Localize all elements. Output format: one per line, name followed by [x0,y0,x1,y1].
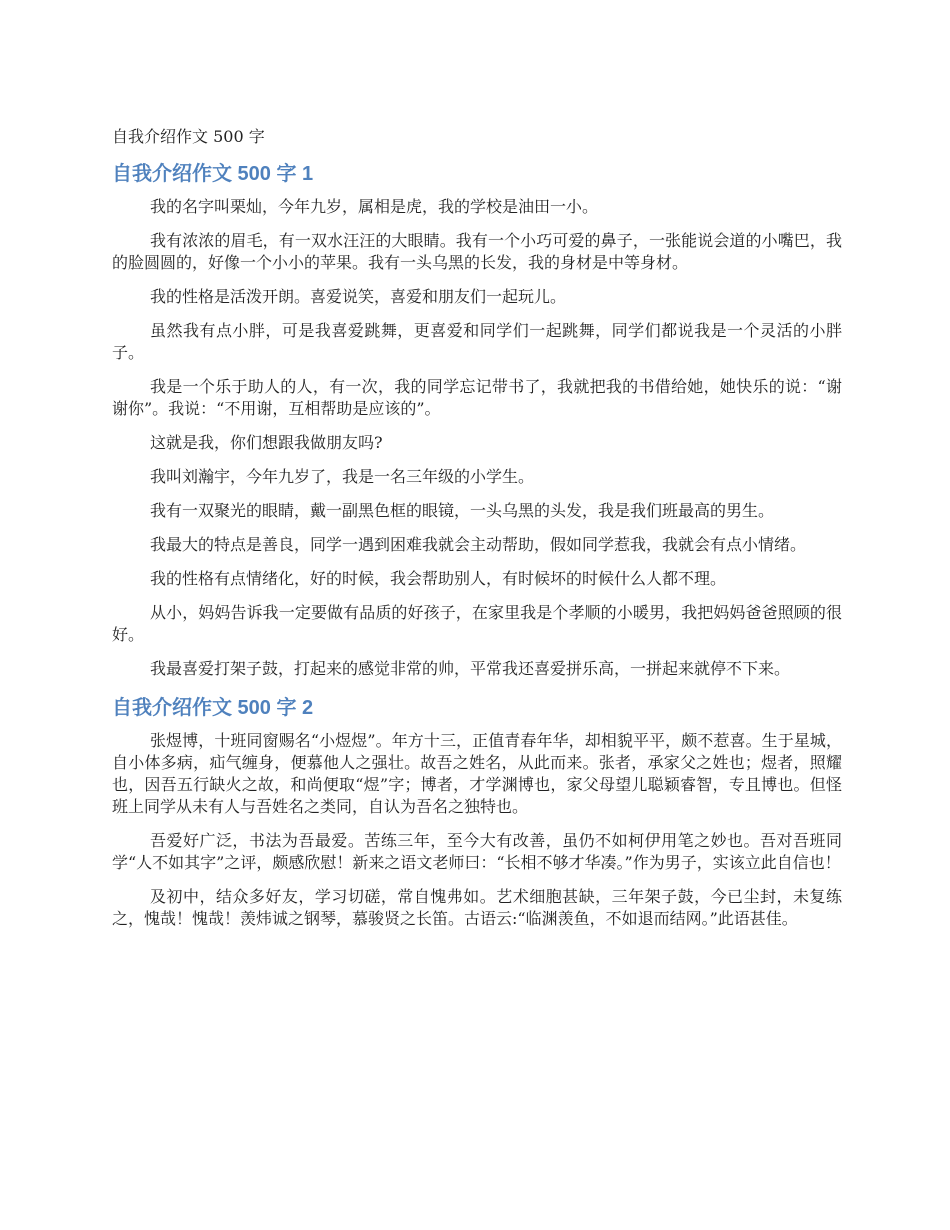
document-body [112,124,842,942]
paragraph: 吾爱好广泛，书法为吾最爱。苦练三年，至今大有改善，虽仍不如柯伊用笔之妙也。吾对吾班同学“人不如其字”之评，颇感欣慰！新来之语文老师曰：“长相不够才华凑。”作为男子，实该立此自信也！ [112,831,842,872]
paragraph: 我有浓浓的眉毛，有一双水汪汪的大眼睛。我有一个小巧可爱的鼻子，一张能说会道的小嘴巴，我的脸圆圆的，好像一个小小的苹果。我有一头乌黑的长发，我的身材是中等身材。 [112,231,842,272]
paragraph: 从小，妈妈告诉我一定要做有品质的好孩子，在家里我是个孝顺的小暖男，我把妈妈爸爸照顾的很好。 [112,603,842,644]
section-heading: 自我介绍作文 500 字 1 [112,163,314,185]
paragraph: 张煜博，十班同窗赐名“小煜煜”。年方十三，正值青春年华，却相貌平平，颇不惹喜。生于星城，自小体多病，疝气缠身，便慕他人之强壮。故吾之姓名，从此而来。张者，承家父之姓也；煜者，照耀也，因吾五行缺火之故，和尚便取“煜”字；博者，才学渊博也，家父母望儿聪颖睿智，专且博也。但怪班上同学从未有人与吾姓名之类同，自认为吾名之独特也。 [112,731,842,816]
paragraph: 我的性格有点情绪化，好的时候，我会帮助别人，有时候坏的时候什么人都不理。 [150,569,727,588]
section-1 [112,160,842,680]
paragraph: 我最大的特点是善良，同学一遇到困难我就会主动帮助，假如同学惹我，我就会有点小情绪。 [150,535,807,554]
paragraph: 这就是我，你们想跟我做朋友吗? [150,433,383,452]
paragraph: 我最喜爱打架子鼓，打起来的感觉非常的帅，平常我还喜爱拼乐高，一拼起来就停不下来。 [150,659,791,678]
paragraph: 及初中，结众多好友，学习切磋，常自愧弗如。艺术细胞甚缺，三年架子鼓，今已尘封，未复练之，愧哉！愧哉！羡炜诚之钢琴，慕骏贤之长笛。古语云:“临渊羡鱼，不如退而结网。”此语甚佳。 [112,887,842,928]
paragraph: 我的性格是活泼开朗。喜爱说笑，喜爱和朋友们一起玩儿。 [150,287,567,306]
paragraph: 我叫刘瀚宇，今年九岁了，我是一名三年级的小学生。 [150,467,535,486]
paragraph: 我的名字叫栗灿，今年九岁，属相是虎，我的学校是油田一小。 [150,197,599,216]
document-title: 自我介绍作文 500 字 [112,127,265,146]
paragraph: 我有一双聚光的眼睛，戴一副黑色框的眼镜，一头乌黑的头发，我是我们班最高的男生。 [150,501,775,520]
paragraph: 虽然我有点小胖，可是我喜爱跳舞，更喜爱和同学们一起跳舞，同学们都说我是一个灵活的小胖子。 [112,321,842,362]
paragraph: 我是一个乐于助人的人，有一次，我的同学忘记带书了，我就把我的书借给她，她快乐的说：“谢谢你”。我说：“不用谢，互相帮助是应该的”。 [112,377,842,418]
section-2 [112,694,842,930]
section-heading: 自我介绍作文 500 字 2 [112,697,314,719]
